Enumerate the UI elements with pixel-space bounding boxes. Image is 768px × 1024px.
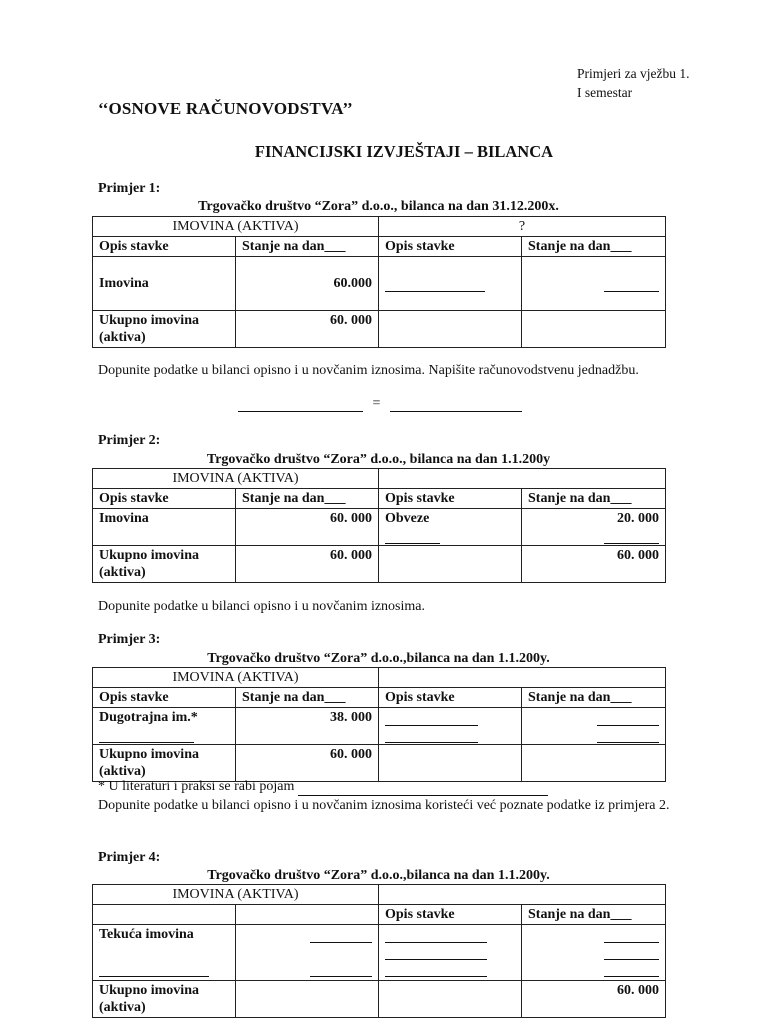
example-3-caption: Trgovačko društvo “Zora” d.o.o.,bilanca na dan 1.1.200y.: [207, 651, 550, 666]
blank-value-cell: [522, 925, 666, 981]
empty-cell: [522, 745, 666, 782]
example-3-table: [92, 667, 666, 782]
fill-in-blank: [385, 531, 440, 544]
course-title: ‘‘OSNOVE RAČUNOVODSTVA’’: [98, 99, 353, 118]
example-2-caption: Trgovačko društvo “Zora” d.o.o., bilanca na dan 1.1.200y: [206, 452, 551, 467]
col-header-description: Opis stavke: [93, 489, 236, 509]
header-line-2: I semestar: [577, 85, 633, 100]
col-header-description: Opis stavke: [379, 237, 522, 257]
total-label: Ukupno imovina (aktiva): [93, 311, 236, 348]
total-label: Ukupno imovina (aktiva): [93, 745, 236, 782]
blank-description-cell: [379, 925, 522, 981]
example-2-table: [92, 468, 666, 583]
example-3-title: Primjer 3:: [98, 632, 161, 647]
fill-in-blank: [604, 531, 659, 544]
empty-cell: [93, 905, 236, 925]
header-line-1: Primjeri za vježbu 1.: [577, 66, 690, 81]
table-heading-assets: IMOVINA (AKTIVA): [93, 469, 379, 489]
col-header-description: Opis stavke: [379, 905, 522, 925]
example-1-title: Primjer 1:: [98, 181, 161, 196]
total-value: 60. 000: [236, 745, 379, 782]
fill-in-blank: [604, 964, 659, 977]
total-label: Ukupno imovina (aktiva): [93, 546, 236, 583]
fill-in-blank: [385, 964, 487, 977]
row-label: Imovina: [93, 257, 236, 311]
accounting-equation: [238, 396, 522, 412]
table-heading-empty: [379, 469, 666, 489]
table-heading-assets: IMOVINA (AKTIVA): [93, 217, 379, 237]
table-heading-unknown: ?: [379, 217, 666, 237]
example-1-table: [92, 216, 666, 348]
equals-sign: =: [372, 396, 381, 411]
fill-in-blank: [99, 730, 194, 743]
empty-cell: [379, 311, 522, 348]
document-title: FINANCIJSKI IZVJEŠTAJI – BILANCA: [254, 142, 554, 161]
blank-description-cell: [379, 708, 522, 745]
fill-in-blank: [597, 713, 659, 726]
fill-in-blank: [604, 930, 659, 943]
table-heading-empty: [379, 885, 666, 905]
empty-cell: [236, 905, 379, 925]
col-header-balance: Stanje na dan___: [522, 905, 666, 925]
example-2-title: Primjer 2:: [98, 433, 161, 448]
col-header-balance: Stanje na dan___: [236, 688, 379, 708]
row-label: Dugotrajna im.*: [93, 708, 236, 745]
col-header-balance: Stanje na dan___: [236, 489, 379, 509]
example-3-instruction: Dopunite podatke u bilanci opisno i u novčanim iznosima koristeći već poznate podatke iz primjera 2.: [98, 798, 670, 813]
example-1-caption: Trgovačko društvo “Zora” d.o.o., bilanca na dan 31.12.200x.: [198, 199, 559, 214]
empty-cell: [379, 981, 522, 1018]
row-value: 60.000: [236, 257, 379, 311]
table-heading-assets: IMOVINA (AKTIVA): [93, 885, 379, 905]
fill-in-blank: [385, 730, 478, 743]
blank-value-cell: [522, 257, 666, 311]
fill-in-blank: [99, 964, 209, 977]
example-3-footnote: * U literaturi i praksi se rabi pojam: [98, 777, 670, 796]
col-header-balance: Stanje na dan___: [522, 489, 666, 509]
fill-in-blank: [238, 399, 363, 412]
row-label: Imovina: [93, 509, 236, 546]
empty-cell: [236, 981, 379, 1018]
example-4-table: [92, 884, 666, 1018]
col-header-description: Opis stavke: [93, 688, 236, 708]
fill-in-blank: [298, 783, 548, 796]
col-header-balance: Stanje na dan___: [522, 237, 666, 257]
blank-value-cell: [236, 925, 379, 981]
fill-in-blank: [310, 964, 372, 977]
table-heading-assets: IMOVINA (AKTIVA): [93, 668, 379, 688]
row-value: 60. 000: [236, 509, 379, 546]
blank-value-cell: [522, 708, 666, 745]
total-value: 60. 000: [236, 546, 379, 583]
row-value-right: 20. 000: [522, 509, 666, 546]
row-label: Tekuća imovina: [93, 925, 236, 981]
fill-in-blank: [597, 730, 659, 743]
col-header-balance: Stanje na dan___: [236, 237, 379, 257]
total-value-right: 60. 000: [522, 546, 666, 583]
table-heading-empty: [379, 668, 666, 688]
header-info: [577, 64, 689, 102]
total-value-right: 60. 000: [522, 981, 666, 1018]
fill-in-blank: [604, 947, 659, 960]
empty-cell: [522, 311, 666, 348]
col-header-balance: Stanje na dan___: [522, 688, 666, 708]
empty-cell: [379, 546, 522, 583]
fill-in-blank: [390, 399, 522, 412]
col-header-description: Opis stavke: [379, 489, 522, 509]
example-1-instruction: Dopunite podatke u bilanci opisno i u novčanim iznosima. Napišite računovodstvenu jednadžbu.: [98, 363, 639, 378]
total-label: Ukupno imovina (aktiva): [93, 981, 236, 1018]
row-value: 38. 000: [236, 708, 379, 745]
example-4-title: Primjer 4:: [98, 850, 161, 865]
col-header-description: Opis stavke: [379, 688, 522, 708]
fill-in-blank: [310, 930, 372, 943]
fill-in-blank: [385, 713, 478, 726]
blank-description-cell: [379, 257, 522, 311]
fill-in-blank: [385, 279, 485, 292]
empty-cell: [379, 745, 522, 782]
fill-in-blank: [385, 947, 487, 960]
example-2-instruction: Dopunite podatke u bilanci opisno i u novčanim iznosima.: [98, 599, 425, 614]
fill-in-blank: [604, 279, 659, 292]
col-header-description: Opis stavke: [93, 237, 236, 257]
fill-in-blank: [385, 930, 487, 943]
row-label-right: Obveze: [379, 509, 522, 546]
total-value: 60. 000: [236, 311, 379, 348]
example-4-caption: Trgovačko društvo “Zora” d.o.o.,bilanca na dan 1.1.200y.: [207, 868, 550, 883]
